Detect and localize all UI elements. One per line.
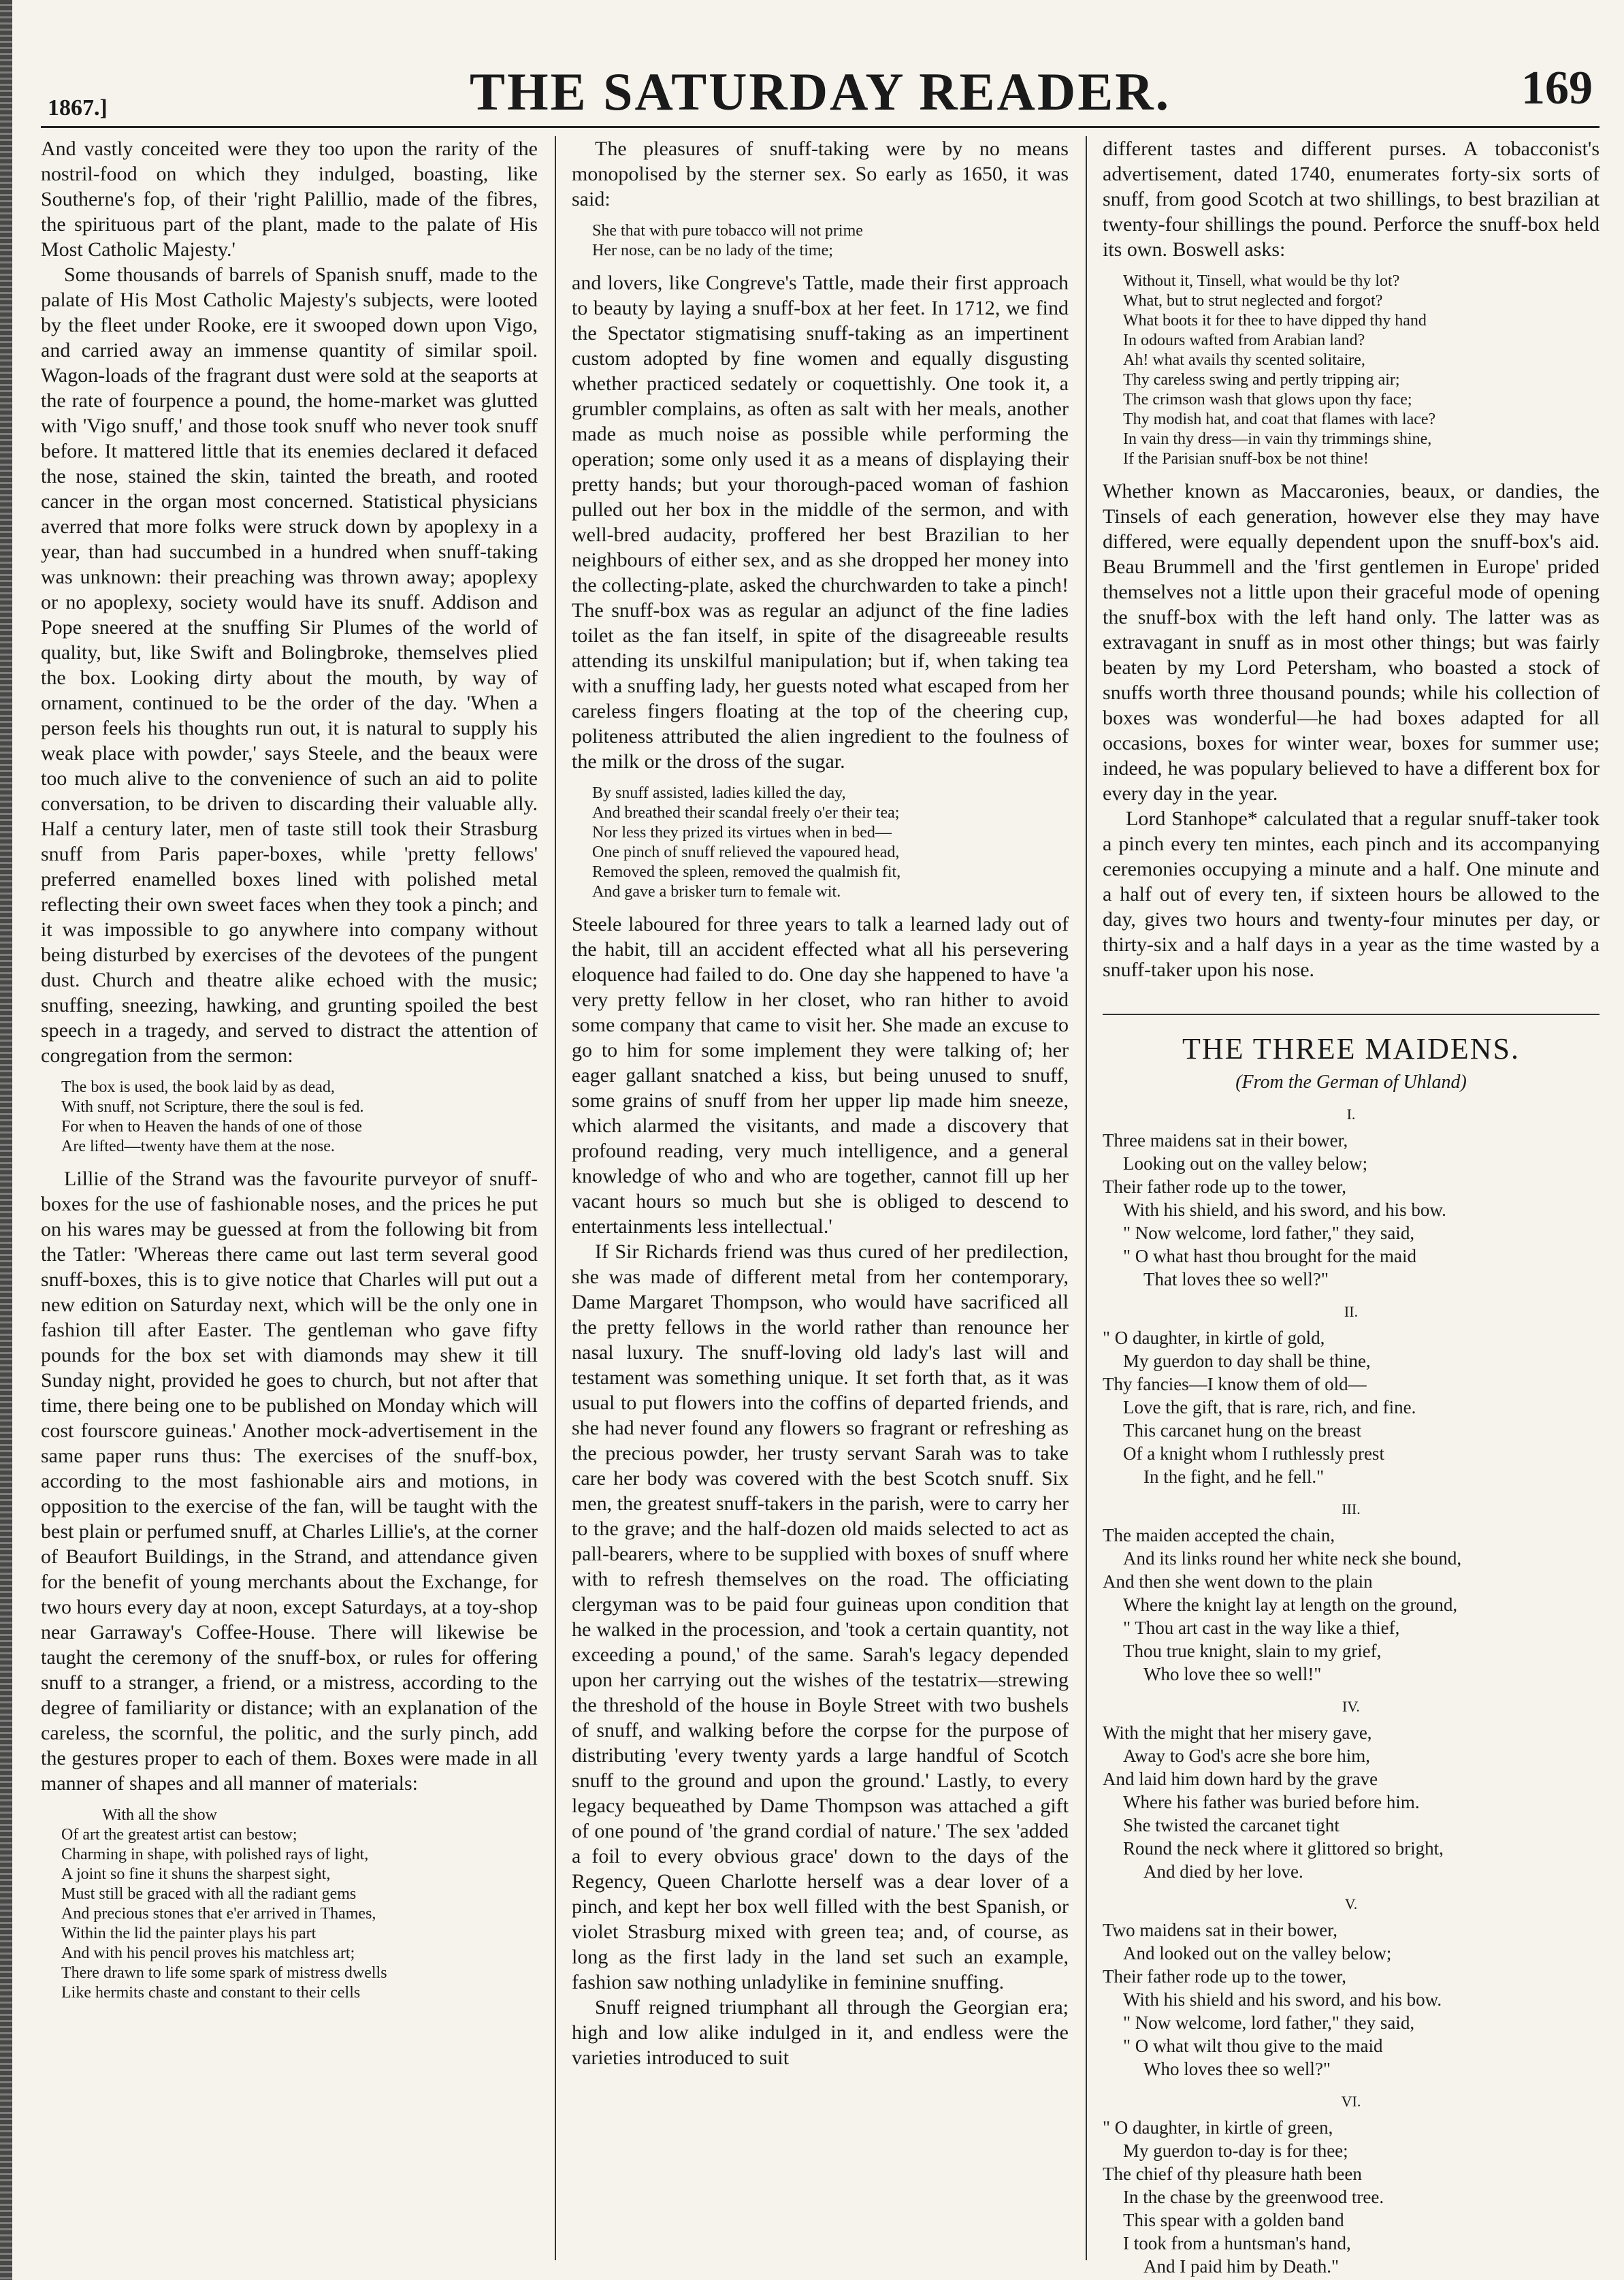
- paragraph: Lord Stanhope* calculated that a regular snuff-taker took a pinch every ten mintes, each pinch and its accompanying ceremonies occupying a minute and a half. One minute and a half out of every ten, if sixteen hours be allowed to the day, gives two hours and twenty-four minutes per day, or thirty-six and a half days in a year as the time wasted by a snuff-taker upon his nose.: [1103, 807, 1599, 981]
- poem-title: THE THREE MAIDENS.: [1103, 1014, 1599, 1066]
- poem-line: The maiden accepted the chain,: [1103, 1525, 1335, 1545]
- column-3: [1103, 136, 1599, 2277]
- stanza-number: I.: [1346, 1106, 1356, 1123]
- poem-line: With his shield and his sword, and his bow.: [1123, 1989, 1442, 2010]
- page-header: [41, 27, 1599, 121]
- paragraph: Some thousands of barrels of Spanish snuff, made to the palate of His Most Catholic Majesty's subjects, were looted by the fleet under Rooke, ere it swooped down upon Vigo, and carried away an immense quantity of similar spoil. Wagon-loads of the fragrant dust were sold at the seaports at the rate of fourpence a pound, the home-market was glutted with 'Vigo snuff,' and those took snuff who never took snuff before. It mattered little that its enemies declared it defaced the nose, stained the skin, tainted the breath, and rooted cancer in the organ most concerned. Statistical physicians averred that more folks were struck down by apoplexy in a year, than had succumbed in a hundred when snuff-taking was unknown: their preaching was thrown away; apoplexy or no apoplexy, society would have its snuff. Addison and Pope sneered at the snuffing Sir Plumes of the world of quality, but, like Swift and Bolingbroke, themselves plied the box. Looking dirty about the mouth, by way of ornament, continued to be the order of the day. 'When a person feels his thoughts run out, it is natural to supply his weak place with powder,' says Steele, and the beaux were too much alive to the convenience of such an aid to polite conversation, to be driven to discarding their valuable ally. Half a century later, men of taste still took their Strasburg snuff from Paris paper-boxes, while 'pretty fellows' preferred enamelled boxes lined with polished metal reflecting their own sweet faces when they took a pinch; and it was impossible to go anywhere into company without being disturbed by exercises of the devotees of the pungent dust. Church and theatre alike echoed with the music; snuffing, sneezing, hawking, and grunting spoiled the best speech in a tragedy, and served to distract the attention of congregation from the sermon:: [41, 263, 538, 1067]
- verse-line: Charming in shape, with polished rays of light,: [61, 1846, 369, 1863]
- verse-line: Nor less they prized its virtues when in bed—: [592, 824, 892, 841]
- verse-line: What boots it for thee to have dipped thy hand: [1123, 312, 1427, 330]
- text-columns: [41, 136, 1599, 2277]
- poem-line: Looking out on the valley below;: [1123, 1153, 1368, 1174]
- verse-line: And breathed their scandal freely o'er their tea;: [592, 804, 900, 822]
- page-binding-edge: [0, 0, 12, 2280]
- poem-line: In the fight, and he fell.": [1143, 1466, 1325, 1487]
- poem-line: My guerdon to day shall be thine,: [1123, 1351, 1371, 1371]
- poem-line: Of a knight whom I ruthlessly prest: [1123, 1443, 1384, 1464]
- poem-line: Their father rode up to the tower,: [1103, 1966, 1347, 1987]
- verse-line: By snuff assisted, ladies killed the day,: [592, 784, 846, 802]
- poem-body: [1103, 1103, 1599, 2278]
- poem-line: Three maidens sat in their bower,: [1103, 1130, 1348, 1151]
- verse-line: The crimson wash that glows upon thy face;: [1123, 391, 1412, 408]
- column-divider: [555, 136, 556, 2260]
- verse-line: And with his pencil proves his matchless art;: [61, 1944, 355, 1962]
- stanza-number: IV.: [1342, 1698, 1360, 1715]
- column-divider: [1086, 136, 1087, 2260]
- poem-line: This carcanet hung on the breast: [1123, 1420, 1362, 1441]
- poem-line: The chief of thy pleasure hath been: [1103, 2164, 1362, 2184]
- poem-line: " Now welcome, lord father," they said,: [1123, 1223, 1415, 1243]
- paragraph: If Sir Richards friend was thus cured of her predilection, she was made of different metal from her contemporary, Dame Margaret Thompson, who would have sacrificed all the pretty fellows in the world rather than renounce her nasal luxury. The snuff-loving old lady's last will and testament was something unique. It set forth that, as it was usual to put flowers into the coffins of departed friends, and she had never found any flowers so fragrant or refreshing as the precious powder, her trusty servant Sarah was to take care her body was covered with the best Scotch snuff. Six men, the greatest snuff-takers in the parish, were to carry her to the grave; and the half-dozen old maids selected to act as pall-bearers, where to be supplied with boxes of snuff where with to refresh themselves on the road. The officiating clergyman was to be paid four guineas upon condition that he walked in the procession, and 'took a certain quantity, not exceeding a pound,' of the same. Sarah's legacy depended upon her carrying out the wishes of the testatrix—strewing the threshold of the house in Boyle Street with two bushels of snuff, and walking before the corpse for the purpose of distributing 'every twenty yards a large handful of Scotch snuff to the ground and upon the ground.' Lastly, to every legacy bequeathed by Dame Thompson was attached a gift of one pound of 'the grand cordial of nature.' The sex 'added a foil to every obvious grace' down to the days of the Regency, Queen Charlotte herself was a dear lover of a pinch, and kept her box well filled with the best Spanish, or violet Strasburg mixed with green tea; and, of course, as long as the first lady in the land set such an example, fashion saw nothing unladylike in feminine snuffing.: [572, 1240, 1069, 1993]
- poem-line: Love the gift, that is rare, rich, and fine.: [1123, 1397, 1416, 1417]
- paragraph: Steele laboured for three years to talk a learned lady out of the habit, till an accident effected what all his persevering eloquence had failed to do. One day she happened to have 'a very pretty fellow in her closet, who ran hither to avoid some company that came to visit her. She made an excuse to go to him for some implement they were talking of; her eager gallant snatched a kiss, but being unused to snuff, some grains of snuff from her upper lip made him sneeze, which alarmed the visitants, and made a discovery that profound reading, very much intelligence, and a general knowledge of who and who are together, cannot fill up her vacant hours so much but she is obliged to descend to entertainments less intellectual.': [572, 913, 1069, 1238]
- verse-line: One pinch of snuff relieved the vapoured head,: [592, 844, 900, 861]
- poem-line: My guerdon to-day is for thee;: [1123, 2140, 1348, 2161]
- poem-line: And its links round her white neck she bound,: [1123, 1548, 1462, 1569]
- verse-line: With snuff, not Scripture, there the soul is fed.: [61, 1098, 364, 1116]
- poem-line: " Now welcome, lord father," they said,: [1123, 2012, 1415, 2033]
- header-rule: [41, 126, 1599, 128]
- poem-line: With the might that her misery gave,: [1103, 1722, 1372, 1743]
- poem-line: She twisted the carcanet tight: [1123, 1815, 1339, 1835]
- paragraph: The pleasures of snuff-taking were by no means monopolised by the sterner sex. So early as 1650, it was said:: [572, 138, 1069, 210]
- poem-line: Their father rode up to the tower,: [1103, 1176, 1347, 1197]
- verse-line: Thy careless swing and pertly tripping air;: [1123, 371, 1400, 389]
- verse-quote: [1123, 272, 1599, 469]
- verse-line: The box is used, the book laid by as dead,: [61, 1078, 335, 1096]
- verse-line: Removed the spleen, removed the qualmish fit,: [592, 863, 901, 881]
- verse-line: Her nose, can be no lady of the time;: [592, 242, 833, 259]
- poem-line: In the chase by the greenwood tree.: [1123, 2187, 1384, 2207]
- column-2: [572, 136, 1069, 2260]
- stanza-number: II.: [1344, 1303, 1359, 1320]
- verse-line: Must still be graced with all the radiant gems: [61, 1885, 357, 1903]
- column-1: [41, 136, 538, 2260]
- verse-line: Are lifted—twenty have them at the nose.: [61, 1138, 335, 1155]
- verse-quote: [61, 1805, 538, 2003]
- verse-quote: [592, 221, 1069, 261]
- poem-line: And laid him down hard by the grave: [1103, 1769, 1378, 1789]
- verse-line: Within the lid the painter plays his part: [61, 1925, 316, 1942]
- stanza-number: VI.: [1341, 2093, 1361, 2110]
- verse-line: There drawn to life some spark of mistress dwells: [61, 1964, 387, 1982]
- verse-quote: [592, 784, 1069, 902]
- poem-line: This spear with a golden band: [1123, 2210, 1344, 2230]
- poem-line: Who love thee so well!": [1143, 1664, 1322, 1684]
- paragraph: Lillie of the Strand was the favourite purveyor of snuff-boxes for the use of fashionable noses, and the prices he put on his wares may be guessed at from the following bit from the Tatler: 'Whereas there came out last term several good snuff-boxes, this is to give notice that Charles will put out a new edition on Saturday next, which will be the only one in fashion till after Easter. The gentleman who gave fifty pounds for the box set with diamonds may shew it till Sunday night, provided he goes to church, but not after that time, there being one to be published on Monday which will cost fourscore guineas.' Another mock-advertisement in the same paper runs thus: The exercises of the snuff-box, according to the most fashionable airs and motions, in opposition to the exercise of the fan, will be taught with the best plain or perfumed snuff, at Charles Lillie's, at the corner of Beaufort Buildings, in the Strand, and attendance given for the benefit of young merchants about the Exchange, for two hours every day at noon, except Saturdays, at a toy-shop near Garraway's Coffee-House. There will likewise be taught the ceremony of the snuff-box, or rules for offering snuff to a stranger, a friend, or a mistress, according to the degree of familiarity or distance; with an explanation of the careless, the scornful, the politic, and the surly pinch, add the gestures proper to each of them. Boxes were made in all manner of shapes and all manner of materials:: [41, 1168, 538, 1795]
- poem-line: I took from a huntsman's hand,: [1123, 2233, 1351, 2253]
- verse-line: In odours wafted from Arabian land?: [1123, 332, 1365, 349]
- verse-line: In vain thy dress—in vain thy trimmings shine,: [1123, 430, 1432, 448]
- poem-line: " O what hast thou brought for the maid: [1123, 1246, 1416, 1266]
- issue-year: 1867.]: [48, 95, 108, 121]
- poem-line: With his shield, and his sword, and his bow.: [1123, 1200, 1446, 1220]
- poem-line: And died by her love.: [1143, 1861, 1303, 1882]
- verse-line: Of art the greatest artist can bestow;: [61, 1826, 297, 1844]
- verse-line: Without it, Tinsell, what would be thy lot?: [1123, 272, 1400, 290]
- masthead-title: THE SATURDAY READER.: [469, 62, 1171, 121]
- poem-line: And looked out on the valley below;: [1123, 1943, 1392, 1963]
- poem-line: " O what wilt thou give to the maid: [1123, 2036, 1383, 2056]
- verse-quote: [61, 1078, 538, 1157]
- poem-line: And then she went down to the plain: [1103, 1571, 1373, 1592]
- poem-line: Who loves thee so well?": [1143, 2059, 1331, 2079]
- paragraph: Whether known as Maccaronies, beaux, or dandies, the Tinsels of each generation, however else they may have differed, were equally dependent upon the snuff-box's aid. Beau Brummell and the 'first gentlemen in Europe' prided themselves not a little upon their graceful mode of opening the snuff-box with the left hand only. The latter was as extravagant in snuff as in most other things; but was fairly beaten by my Lord Petersham, who boasted a stock of snuffs worth three thousand pounds; while his collection of boxes was wonderful—he had boxes adapted for all occasions, boxes for winter wear, boxes for summer use; indeed, he was populary believed to have a different box for every day in the year.: [1103, 480, 1599, 805]
- verse-line: A joint so fine it shuns the sharpest sight,: [61, 1865, 331, 1883]
- stanza-number: III.: [1342, 1500, 1361, 1518]
- verse-line: Ah! what avails thy scented solitaire,: [1123, 351, 1365, 369]
- poem-line: " O daughter, in kirtle of gold,: [1103, 1328, 1325, 1348]
- poem-line: And I paid him by Death.": [1143, 2256, 1339, 2277]
- verse-line: What, but to strut neglected and forgot?: [1123, 292, 1383, 310]
- poem-line: Where his father was buried before him.: [1123, 1792, 1420, 1812]
- page-number: 169: [1521, 62, 1593, 114]
- poem-line: " O daughter, in kirtle of green,: [1103, 2117, 1333, 2138]
- verse-line: She that with pure tobacco will not prime: [592, 222, 863, 240]
- stanza-number: V.: [1344, 1895, 1358, 1912]
- verse-line: And gave a brisker turn to female wit.: [592, 883, 841, 901]
- poem-line: " Thou art cast in the way like a thief,: [1123, 1618, 1400, 1638]
- poem-line: Two maidens sat in their bower,: [1103, 1920, 1337, 1940]
- poem-line: Away to God's acre she bore him,: [1123, 1746, 1371, 1766]
- paragraph: different tastes and different purses. A tobacconist's advertisement, dated 1740, enumerates forty-six sorts of snuff, from good Scotch at two shillings, to best brazilian at twenty-four shillings the pound. Perforce the snuff-box held its own. Boswell asks:: [1103, 138, 1599, 261]
- newspaper-page: [41, 27, 1599, 2277]
- verse-line: And precious stones that e'er arrived in Thames,: [61, 1905, 376, 1923]
- poem-line: That loves thee so well?": [1143, 1269, 1329, 1289]
- verse-line: Like hermits chaste and constant to their cells: [61, 1984, 361, 2002]
- poem-line: Thou true knight, slain to my grief,: [1123, 1641, 1382, 1661]
- verse-line: If the Parisian snuff-box be not thine!: [1123, 450, 1369, 468]
- poem-line: Thy fancies—I know them of old—: [1103, 1374, 1367, 1394]
- paragraph: And vastly conceited were they too upon the rarity of the nostril-food on which they indulged, boasting, like Southerne's fop, of their 'right Palillio, made of the fibres, the spirituous part of the plant, made to the palate of His Most Catholic Majesty.': [41, 138, 538, 261]
- paragraph: and lovers, like Congreve's Tattle, made their first approach to beauty by laying a snuff-box at her feet. In 1712, we find the Spectator stigmatising snuff-taking as an impertinent custom adopted by fine women and equally disgusting whether practiced sedately or coquettishly. One took it, a grumbler complains, as often as salt with her meals, another made as much noise as possible while performing the operation; some only used it as a means of displaying their pretty hands; but your thorough-paced woman of fashion pulled out her box in the middle of the sermon, and with well-bred audacity, proffered her best Brazilian to her neighbours of either sex, and as she dropped her money into the collecting-plate, asked the churchwarden to take a pinch! The snuff-box was as regular an adjunct of the fine ladies toilet as the fan itself, in spite of the disagreeable results attending its unskilful manipulation; but if, when taking tea with a snuffing lady, her guests noted what escaped from her careless fingers floating at the top of the cheering cup, politeness attributed the alien ingredient to the foulness of the milk or the dross of the sugar.: [572, 272, 1069, 773]
- paragraph: Snuff reigned triumphant all through the Georgian era; high and low alike indulged in it, and endless were the varieties introduced to suit: [572, 1996, 1069, 2069]
- poem-subtitle: (From the German of Uhland): [1235, 1072, 1467, 1093]
- poem-line: Where the knight lay at length on the ground,: [1123, 1594, 1458, 1615]
- verse-line: With all the show: [102, 1806, 218, 1824]
- verse-line: For when to Heaven the hands of one of those: [61, 1118, 362, 1136]
- verse-line: Thy modish hat, and coat that flames with lace?: [1123, 411, 1436, 428]
- poem-line: Round the neck where it glittored so bright,: [1123, 1838, 1444, 1859]
